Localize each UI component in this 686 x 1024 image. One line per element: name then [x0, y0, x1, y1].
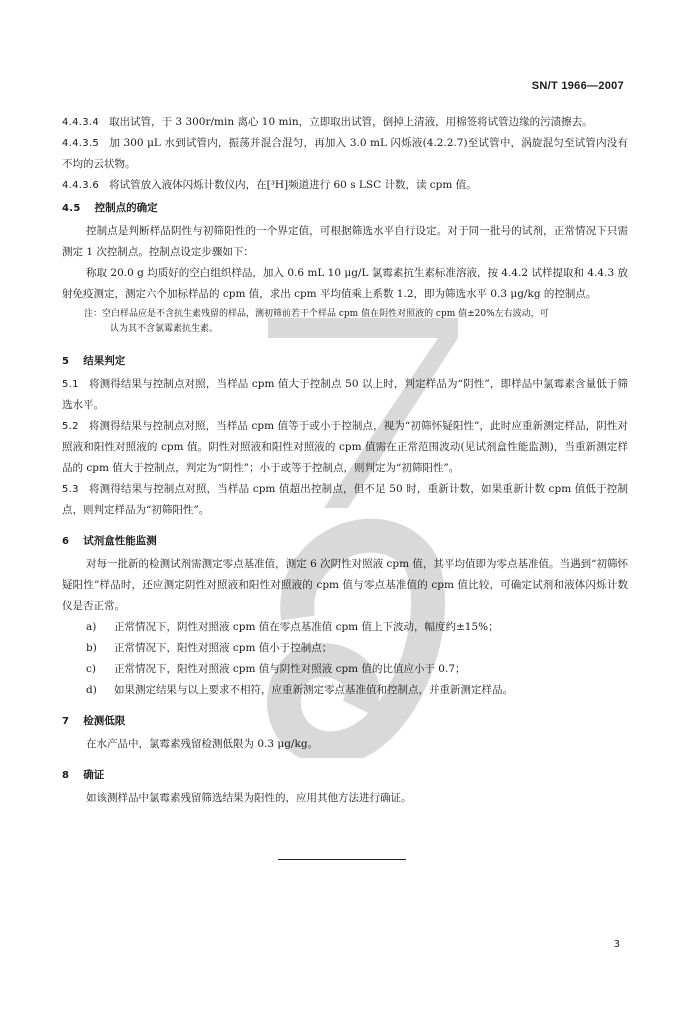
kit-monitoring-paragraph: 对每一批新的检测试剂需测定零点基准值，测定 6 次阴性对照液 cpm 值，其平均值即为零点基准值。当遇到“初筛怀疑阳性”样品时，还应测定阴性对照液和阳性对照液的 cpm 值与零点基准值的 cpm 值比较，可确定试剂和液体闪烁计数仪是否正常。	[62, 558, 628, 612]
clause-4435: 4.4.3.5 加 300 μL 水到试管内，振荡并混合混匀，再加入 3.0 mL 闪烁液(4.2.2.7)至试管中，涡旋混匀至试管内没有不均的云状物。	[62, 137, 628, 170]
section-heading-4-5: 4.5 控制点的确定	[62, 202, 158, 214]
section-heading-8: 8 确证	[62, 769, 105, 781]
note-label: 注：	[84, 309, 103, 319]
clause-4434: 4.4.3.4 取出试管，于 3 300r/min 离心 10 min，立即取出试管，倒掉上清液，用棉签将试管边缘的污渍擦去。	[62, 116, 593, 128]
kit-monitoring-list	[62, 617, 628, 701]
note-text-1: 空白样品应是不含抗生素残留的样品，测初筛前若干个样品 cpm 值在阴性对照液的 cpm 值±20%左右波动，可	[102, 309, 549, 319]
clause-4436: 4.4.3.6 将试管放入液体闪烁计数仪内，在[³H]频道进行 60 s LSC 计数，读 cpm 值。	[62, 179, 477, 191]
list-item: d) 如果测定结果与以上要求不相符，应重新测定零点基准值和控制点，并重新测定样品。	[86, 684, 513, 696]
clause-5-1: 5.1 将测得结果与控制点对照，当样品 cpm 值大于控制点 50 以上时，判定样品为“阴性”，即样品中氯霉素含量低于筛选水平。	[62, 378, 628, 411]
note	[84, 307, 628, 337]
list-item: a) 正常情况下，阴性对照液 cpm 值在零点基准值 cpm 值上下波动，幅度约±15%；	[86, 621, 499, 633]
control-point-paragraph-1: 控制点是判断样品阴性与初筛阳性的一个界定值，可根据筛选水平自行设定。对于同一批号的试剂，正常情况下只需测定 1 次控制点。控制点设定步骤如下：	[62, 225, 628, 258]
note-text-2: 认为其不含氯霉素抗生素。	[110, 324, 219, 334]
document-body	[62, 112, 628, 809]
end-rule	[278, 859, 406, 860]
list-item: c) 正常情况下，阳性对照液 cpm 值与阴性对照液 cpm 值的比值应小于 0.7；	[86, 663, 466, 675]
confirmation-text: 如该测样品中氯霉素残留筛选结果为阳性的，应用其他方法进行确证。	[86, 792, 412, 804]
section-heading-5: 5 结果判定	[62, 355, 126, 367]
page-number: 3	[613, 939, 620, 950]
detection-limit-text: 在水产品中，氯霉素残留检测低限为 0.3 μg/kg。	[86, 738, 319, 750]
section-heading-7: 7 检测低限	[62, 715, 126, 727]
clause-5-2: 5.2 将测得结果与控制点对照，当样品 cpm 值等于或小于控制点，视为“初筛怀疑阳性”，此时应重新测定样品，阴性对照液和阳性对照液的 cpm 值。阴性对照液和阳性对照液的 cpm 值需在正常范围波动(见试剂盒性能监测)，当重新测定样品的 cpm 值大于控制点，判定为“阴性”；小于或等于控制点，则判定为“初筛阳性”。	[62, 420, 628, 474]
clause-5-3: 5.3 将测得结果与控制点对照，当样品 cpm 值超出控制点，但不足 50 时，重新计数，如果重新计数 cpm 值低于控制点，则判定样品为“初筛阳性”。	[62, 483, 628, 516]
list-item: b) 正常情况下，阳性对照液 cpm 值小于控制点；	[86, 642, 333, 654]
section-heading-6: 6 试剂盒性能监测	[62, 535, 157, 547]
control-point-paragraph-2: 称取 20.0 g 均质好的空白组织样品，加入 0.6 mL 10 μg/L 氯霉素抗生素标准溶液，按 4.4.2 试样提取和 4.4.3 放射免疫测定，测定六个加标样品的 cpm 值，求出 cpm 平均值乘上系数 1.2，即为筛选水平 0.3 μg/kg 的控制点。	[62, 267, 628, 300]
standard-code: SN/T 1966—2007	[531, 80, 624, 92]
